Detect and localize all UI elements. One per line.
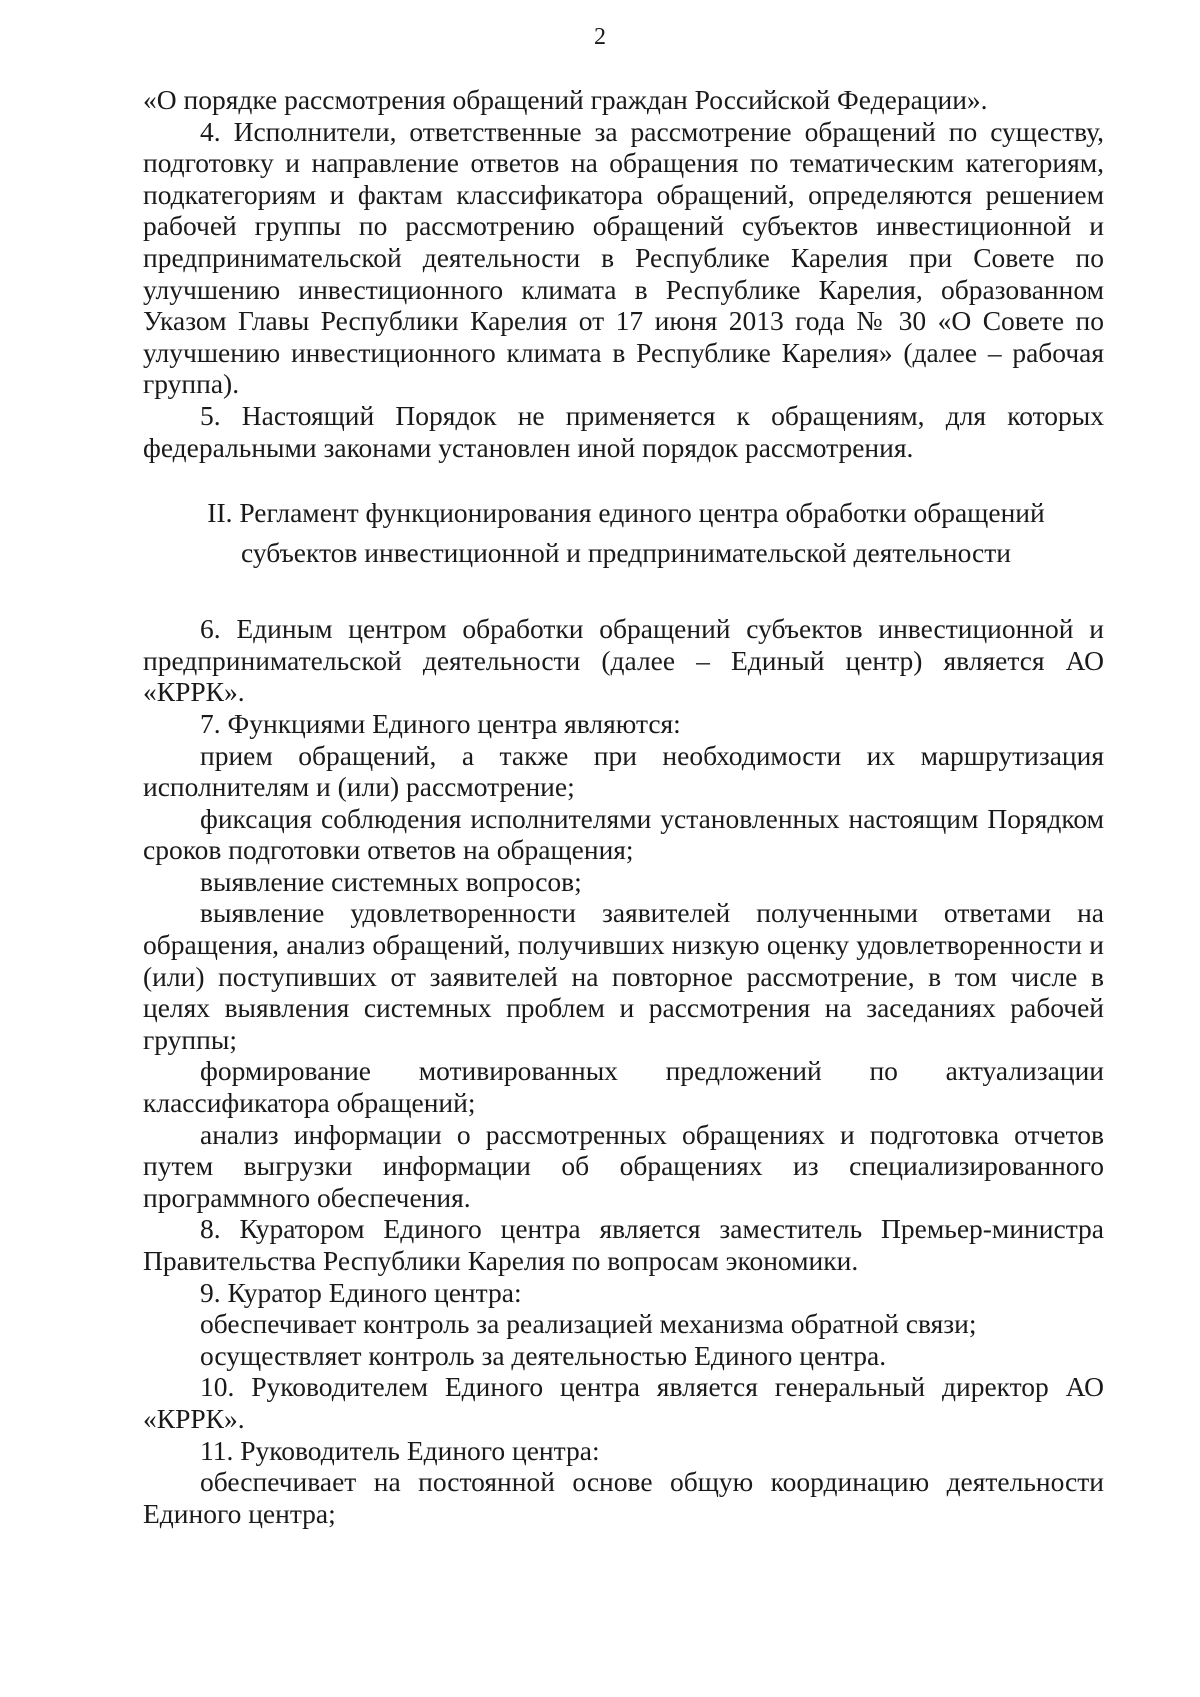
section-heading (143, 493, 1104, 573)
paragraph: обеспечивает на постоянной основе общую координацию деятельности Единого центра; (143, 1466, 1104, 1529)
paragraphs-before (143, 84, 1104, 463)
section-heading-line-1: II. Регламент функционирования единого центра обработки обращений (207, 497, 1045, 529)
paragraph: 10. Руководителем Единого центра является генеральный директор АО «КРРК». (143, 1371, 1104, 1434)
paragraph: 4. Исполнители, ответственные за рассмотрение обращений по существу, подготовку и направление ответов на обращения по тематическим категориям, подкатегориям и фактам классификатора обращений, определяются решением рабочей группы по рассмотрению обращений субъектов инвестиционной и предпринимательской деятельности в Республике Карелия при Совете по улучшению инвестиционного климата в Республике Карелия, образованном Указом Главы Республики Карелия от 17 июня 2013 года № 30 «О Совете по улучшению инвестиционного климата в Республике Карелия» (далее – рабочая группа). (143, 115, 1104, 400)
paragraph: прием обращений, а также при необходимости их маршрутизация исполнителям и (или) рассмотрение; (143, 739, 1104, 803)
section-heading-line-2: субъектов инвестиционной и предпринимательской деятельности (241, 537, 1011, 569)
paragraph: обеспечивает контроль за реализацией механизма обратной связи; (200, 1308, 977, 1340)
paragraph: анализ информации о рассмотренных обращениях и подготовка отчетов путем выгрузки информации об обращениях из специализированного программного обеспечения. (143, 1118, 1104, 1213)
paragraphs-after (143, 613, 1104, 1529)
paragraph: фиксация соблюдения исполнителями установленных настоящим Порядком сроков подготовки ответов на обращения; (143, 802, 1104, 866)
paragraph: «О порядке рассмотрения обращений граждан Российской Федерации». (143, 84, 988, 115)
paragraph: 8. Куратором Единого центра является заместитель Премьер-министра Правительства Республики Карелия по вопросам экономики. (143, 1213, 1104, 1276)
paragraph: 11. Руководитель Единого центра: (200, 1434, 600, 1466)
page-number: 2 (594, 24, 606, 50)
paragraph: выявление системных вопросов; (200, 865, 582, 897)
paragraph: 5. Настоящий Порядок не применяется к обращениям, для которых федеральными законами установлен иной порядок рассмотрения. (143, 399, 1104, 463)
paragraph: 6. Единым центром обработки обращений субъектов инвестиционной и предпринимательской деятельности (далее – Единый центр) является АО «КРРК». (143, 613, 1104, 708)
paragraph: формирование мотивированных предложений по актуализации классификатора обращений; (143, 1055, 1104, 1119)
paragraph: осуществляет контроль за деятельностью Единого центра. (200, 1339, 887, 1371)
paragraph: выявление удовлетворенности заявителей полученными ответами на обращения, анализ обращений, получивших низкую оценку удовлетворенности и (или) поступивших от заявителей на повторное рассмотрение, в том числе в целях выявления системных проблем и рассмотрения на заседаниях рабочей группы; (143, 897, 1104, 1055)
document-body (143, 84, 1104, 1529)
paragraph: 9. Куратор Единого центра: (200, 1276, 522, 1308)
paragraph: 7. Функциями Единого центра являются: (200, 707, 681, 739)
